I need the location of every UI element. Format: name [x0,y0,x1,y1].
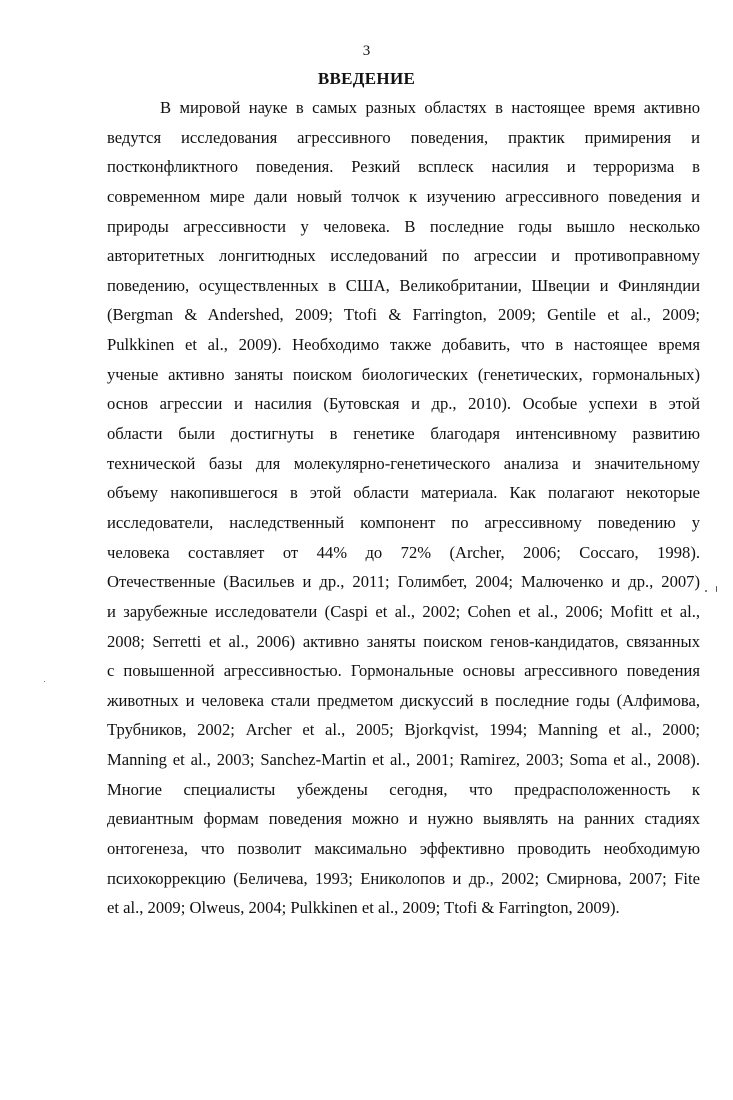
paragraph-line: Pulkkinen et al., 2009). Необходимо также добавить, что в настоящее время [107,335,700,355]
paragraph-line: 2008; Serretti et al., 2006) активно заняты поиском генов-кандидатов, связанных [107,631,700,651]
paragraph-line: (Bergman & Andershed, 2009; Ttofi & Farrington, 2009; Gentile et al., 2009; [107,305,700,325]
paragraph-line: технической базы для молекулярно-генетического анализа и значительному [107,453,700,473]
paragraph-line: объему накопившегося в этой области материала. Как полагают некоторые [107,483,700,503]
paragraph-line: и зарубежные исследователи (Caspi et al., 2002; Cohen et al., 2006; Mofitt et al., [107,601,700,621]
paragraph-line: авторитетных лонгитюдных исследований по агрессии и противоправному [107,246,700,266]
paragraph-line: Отечественные (Васильев и др., 2011; Голимбет, 2004; Малюченко и др., 2007) [107,572,700,592]
paragraph-line: области были достигнуты в генетике благодаря интенсивному развитию [107,424,700,444]
paragraph-line: поведению, осуществленных в США, Великобритании, Швеции и Финляндии [107,275,700,295]
paragraph-line: онтогенеза, что позволит максимально эффективно проводить необходимую [107,839,700,859]
paragraph-line: ведутся исследования агрессивного поведения, практик примирения и [107,127,700,147]
scan-artifact [705,590,707,592]
paragraph-line: человека составляет от 44% до 72% (Archer, 2006; Coccaro, 1998). [107,542,700,562]
paragraph-line: В мировой науке в самых разных областях в настоящее время активно [160,98,700,117]
paragraph-line: ученые активно заняты поиском биологических (генетических, гормональных) [107,364,700,384]
paragraph-line: девиантным формам поведения можно и нужно выявлять на ранних стадиях [107,809,700,829]
paragraph-line: с повышенной агрессивностью. Гормональные основы агрессивного поведения [107,661,700,681]
paragraph-line: постконфликтного поведения. Резкий всплеск насилия и терроризма в [107,157,700,177]
paragraph-line: животных и человека стали предметом дискуссий в последние годы (Алфимова, [107,690,700,710]
paragraph-line: et al., 2009; Olweus, 2004; Pulkkinen et al., 2009; Ttofi & Farrington, 2009). [107,898,620,918]
paragraph-line: природы агрессивности у человека. В последние годы вышло несколько [107,216,700,236]
body-paragraph [107,93,700,923]
paragraph-line: современном мире дали новый толчок к изучению агрессивного поведения и [107,186,700,206]
paragraph-line: Manning et al., 2003; Sanchez-Martin et al., 2001; Ramirez, 2003; Soma et al., 2008). [107,750,700,770]
paragraph-line: психокоррекцию (Беличева, 1993; Ениколопов и др., 2002; Смирнова, 2007; Fite [107,868,700,888]
page-number: 3 [362,43,371,59]
scan-artifact [716,586,717,592]
section-heading: ВВЕДЕНИЕ [317,69,416,88]
paragraph-line: основ агрессии и насилия (Бутовская и др., 2010). Особые успехи в этой [107,394,700,414]
paragraph-line: Трубников, 2002; Archer et al., 2005; Bjorkqvist, 1994; Manning et al., 2000; [107,720,700,740]
scan-artifact [44,681,45,682]
paragraph-line: Многие специалисты убеждены сегодня, что предрасположенность к [107,779,700,799]
paragraph-line: исследователи, наследственный компонент по агрессивному поведению у [107,512,700,532]
